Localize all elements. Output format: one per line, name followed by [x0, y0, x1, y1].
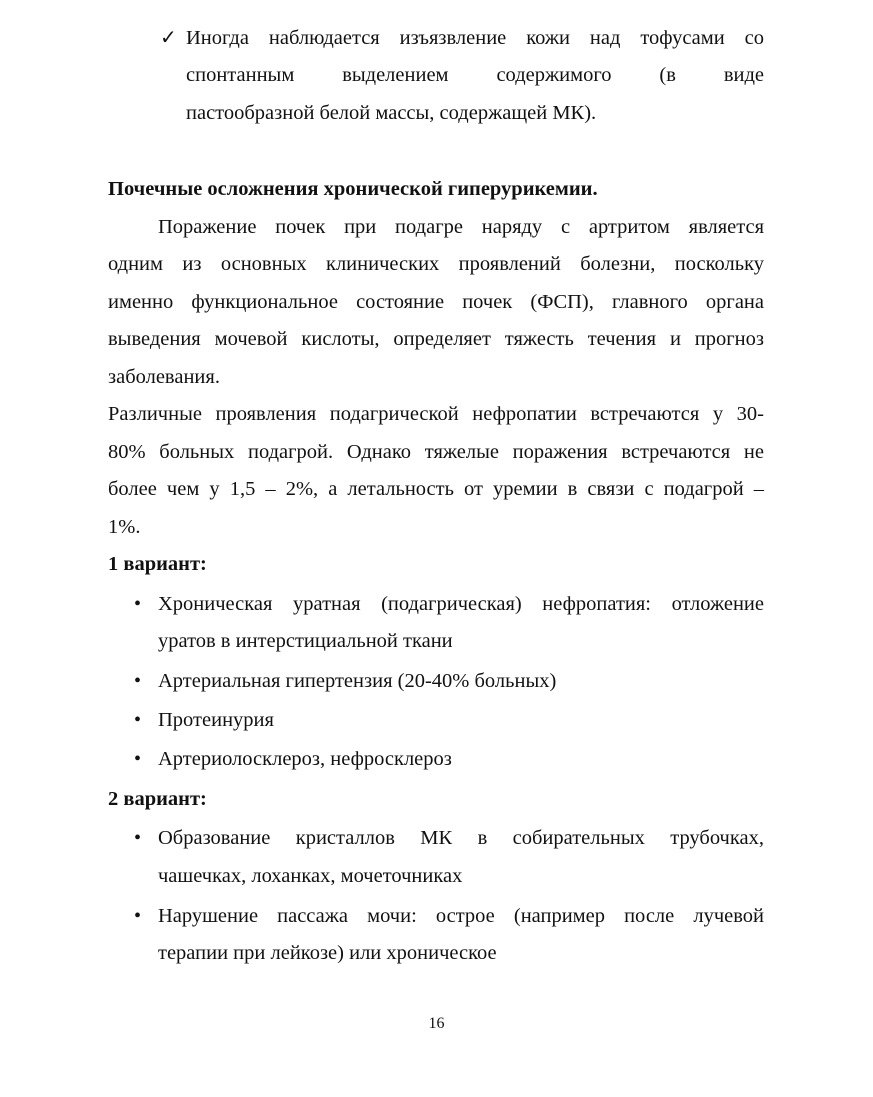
bullet-icon: •: [134, 709, 142, 731]
check-item-line-2: спонтанным выделением содержимого (в виде: [186, 64, 764, 86]
bullet-icon: •: [134, 593, 142, 615]
variant1-item-2: Артериальная гипертензия (20-40% больных): [158, 670, 557, 692]
para2-line-2: 80% больных подагрой. Однако тяжелые поражения встречаются не: [108, 441, 764, 463]
para1-line-4: выведения мочевой кислоты, определяет тяжесть течения и прогноз: [108, 328, 764, 350]
bullet-icon: •: [134, 670, 142, 692]
para2-line-3: более чем у 1,5 – 2%, а летальность от уремии в связи с подагрой –: [108, 478, 764, 500]
section-heading: Почечные осложнения хронической гиперурикемии.: [108, 178, 598, 200]
variant2-item-1-line-2: чашечках, лоханках, мочеточниках: [158, 865, 463, 887]
variant1-heading: 1 вариант:: [108, 553, 207, 575]
para1-line-3: именно функциональное состояние почек (ФСП), главного органа: [108, 291, 764, 313]
para1-line-1: Поражение почек при подагре наряду с артритом является: [158, 216, 764, 238]
variant2-item-1-line-1: Образование кристаллов МК в собирательных трубочках,: [158, 827, 764, 849]
para1-line-2: одним из основных клинических проявлений болезни, поскольку: [108, 253, 764, 275]
bullet-icon: •: [134, 827, 142, 849]
bullet-icon: •: [134, 748, 142, 770]
bullet-icon: •: [134, 905, 142, 927]
variant1-item-1-line-1: Хроническая уратная (подагрическая) нефропатия: отложение: [158, 593, 764, 615]
variant2-item-2-line-1: Нарушение пассажа мочи: острое (например после лучевой: [158, 905, 764, 927]
variant1-item-1-line-2: уратов в интерстициальной ткани: [158, 630, 453, 652]
page-number: 16: [428, 1015, 445, 1032]
para2-line-1: Различные проявления подагрической нефропатии встречаются у 30-: [108, 403, 764, 425]
check-item-line-3: пастообразной белой массы, содержащей МК).: [186, 102, 597, 124]
para1-line-5: заболевания.: [108, 366, 220, 388]
variant1-item-4: Артериолосклероз, нефросклероз: [158, 748, 452, 770]
variant2-heading: 2 вариант:: [108, 788, 207, 810]
check-item-line-1: Иногда наблюдается изъязвление кожи над тофусами со: [186, 27, 764, 49]
checkmark-icon: ✓: [160, 27, 177, 49]
variant1-item-3: Протеинурия: [158, 709, 274, 731]
para2-line-4: 1%.: [108, 516, 141, 538]
variant2-item-2-line-2: терапии при лейкозе) или хроническое: [158, 942, 497, 964]
